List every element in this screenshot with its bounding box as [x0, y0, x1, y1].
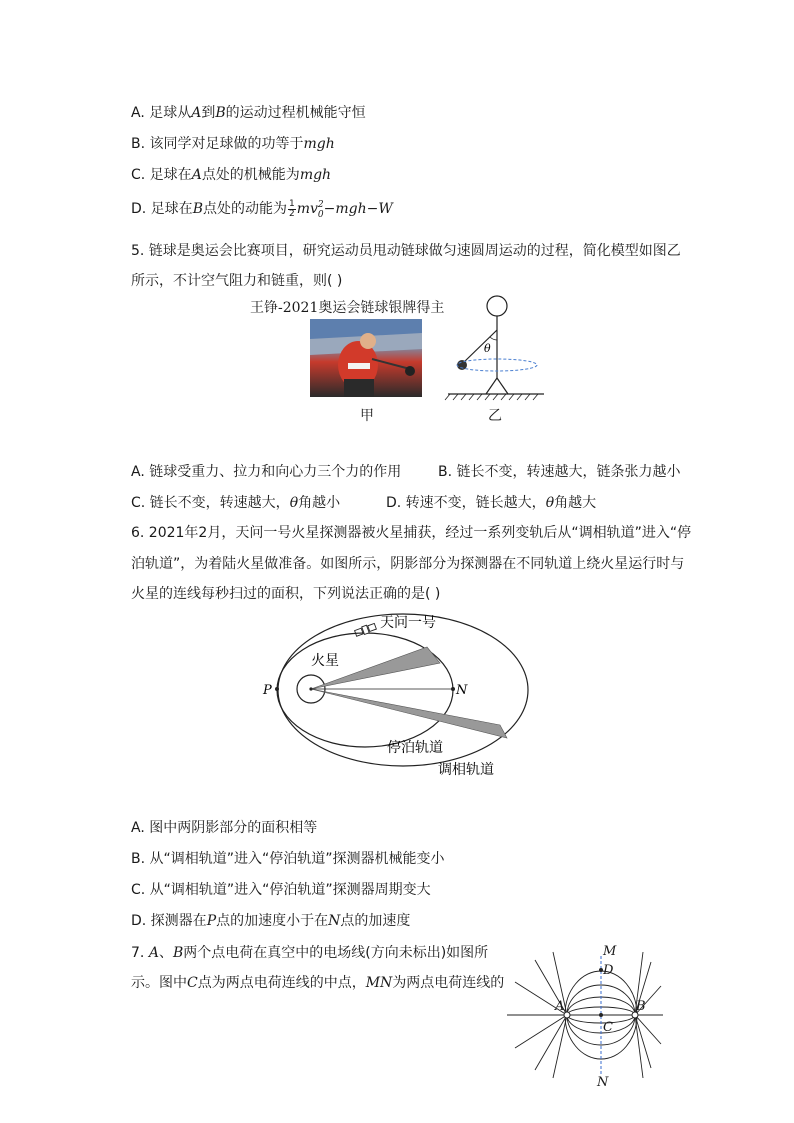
q6-stem-line2: 泊轨道”，为着陆火星做准备。如图所示，阴影部分为探测器在不同轨道上绕火星运行时与: [131, 556, 685, 572]
orbit-diagram: [255, 605, 545, 785]
label-phasing-orbit: 调相轨道: [438, 762, 494, 778]
q5-stem-line2: 所示，不计空气阻力和链重，则( ): [131, 273, 343, 289]
label-c: C: [603, 1020, 613, 1035]
q5-option-a: A. 链球受重力、拉力和向心力三个力的作用: [131, 464, 402, 480]
label-n: N: [597, 1075, 609, 1090]
q5-caption-jia: 甲: [360, 408, 374, 424]
label-a: A: [555, 999, 565, 1014]
q7-stem-line1: 7. A、B两个点电荷在真空中的电场线(方向未标出)如图所: [131, 945, 489, 961]
q5-option-c: C. 链长不变，转速越大，θ角越小: [131, 495, 341, 511]
q6-stem-line1: 6. 2021年2月，天问一号火星探测器被火星捕获，经过一系列变轨后从“调相轨道”进入“停: [131, 525, 692, 541]
label-b: B: [636, 999, 646, 1014]
label-mars: 火星: [311, 653, 339, 669]
q5-caption-yi: 乙: [488, 408, 502, 424]
electric-field-diagram: [505, 942, 665, 1090]
label-d: D: [603, 963, 614, 978]
athlete-photo: [310, 319, 422, 397]
label-n: N: [456, 683, 468, 698]
label-p: P: [263, 683, 272, 698]
q6-option-b: B. 从“调相轨道”进入“停泊轨道”探测器机械能变小: [131, 851, 445, 867]
theta-label: θ: [484, 342, 491, 355]
q4-option-d: D. 足球在B点处的动能为 $\frac{1}{2}$ $mv_0$ 2 −mgh−W: [131, 198, 393, 220]
q5-option-d: D. 转速不变，链长越大，θ角越大: [386, 495, 597, 511]
fraction: $\frac{1}{2}$: [288, 198, 295, 219]
label-parking-orbit: 停泊轨道: [387, 740, 443, 756]
satellite-icon: [354, 622, 376, 637]
q6-option-a: A. 图中两阴影部分的面积相等: [131, 820, 318, 836]
q6-option-c: C. 从“调相轨道”进入“停泊轨道”探测器周期变大: [131, 882, 431, 898]
q6-stem-line3: 火星的连线每秒扫过的面积，下列说法正确的是( ): [131, 586, 441, 602]
q6-option-d: D. 探测器在P点的加速度小于在N点的加速度: [131, 913, 411, 929]
q5-stem-line1: 5. 链球是奥运会比赛项目，研究运动员甩动链球做匀速圆周运动的过程，简化模型如图乙: [131, 243, 681, 259]
q4-option-b: B. 该同学对足球做的功等于mgh: [131, 136, 335, 152]
q7-stem-line2: 示。图中C点为两点电荷连线的中点，MN为两点电荷连线的: [131, 975, 505, 991]
q4-option-c: C. 足球在A点处的机械能为mgh: [131, 167, 332, 183]
q5-figure-title: 王铮-2021奥运会链球银牌得主: [250, 300, 445, 316]
q5-option-b: B. 链长不变，转速越大，链条张力越小: [438, 464, 681, 480]
label-probe: 天问一号: [380, 615, 436, 631]
label-m: M: [603, 944, 617, 959]
q4-option-a: A. 足球从A到B的运动过程机械能守恒: [131, 105, 366, 121]
